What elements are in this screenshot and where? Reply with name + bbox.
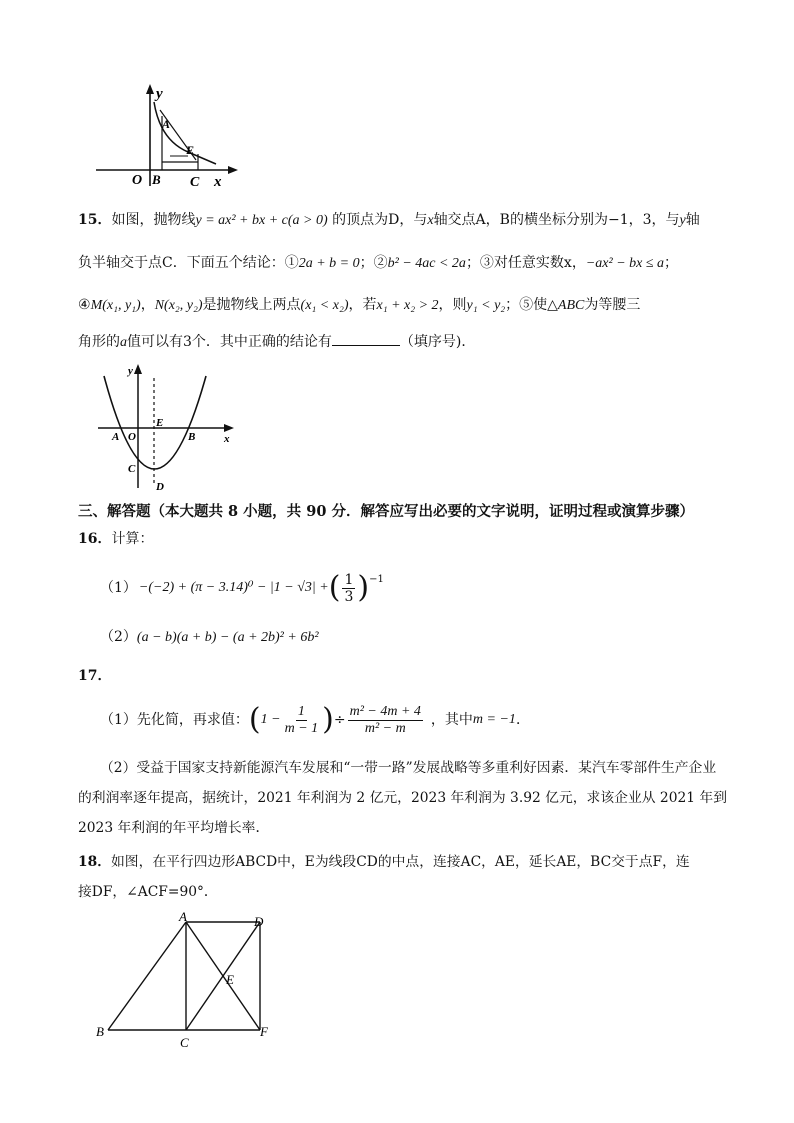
q15-figure	[92, 362, 238, 492]
q16-p2-label: （2）	[100, 629, 137, 645]
q15-var: y	[679, 213, 686, 228]
q18-label-e: E	[226, 972, 234, 987]
q15-text: 值可以有3个．其中正确的结论有	[127, 334, 332, 350]
q14-label-e: E	[186, 143, 195, 157]
q15-line-3	[78, 295, 640, 316]
q14-label-y: y	[156, 86, 163, 102]
q15-formula: −ax² − bx ≤ a	[585, 256, 665, 271]
q16-p1-paren-close: )	[357, 570, 370, 605]
q15-text: ；	[664, 255, 679, 271]
q17-p1-one: 1 −	[260, 712, 281, 727]
q18-label-c: C	[180, 1035, 189, 1050]
q15-text: 为等腰三	[584, 297, 641, 313]
q17-p2-line-1: （2）受益于国家支持新能源汽车发展和“一带一路”发展战略等多重利好因素．某汽车零部件生产企业	[100, 760, 717, 776]
q15-line-2	[78, 253, 678, 274]
q15-formula: 2a + b = 0	[298, 256, 360, 271]
q17-p2-line-3: 2023 年利润的年平均增长率．	[78, 820, 270, 836]
q16-p1-num: 1	[344, 571, 354, 588]
q15-text: 轴	[685, 212, 700, 228]
q15-formula: x₁ + x₂ > 2	[376, 298, 439, 313]
q15-text: 是抛物线上两点	[202, 297, 301, 313]
q14-label-o: O	[132, 173, 143, 188]
q15-fig-label-a: A	[112, 431, 120, 443]
q15-text: 的顶点为D，与	[332, 212, 428, 228]
q15-circle-5: ；⑤使	[505, 297, 548, 313]
q17-number: 17．	[78, 668, 112, 684]
q15-fig-label-o: O	[128, 431, 136, 443]
q16-header	[78, 529, 153, 549]
q16-p1-label: （1）	[100, 580, 137, 596]
q15-formula: b² − 4ac < 2a	[387, 256, 466, 271]
q18-text: 如图，在平行四边形ABCD中，E为线段CD的中点，连接AC，AE，延长AE，BC交于点F，连	[111, 854, 690, 870]
q15-formula: △ABC	[547, 298, 585, 313]
q15-number: 15．	[78, 212, 112, 228]
q15-var: x	[427, 213, 434, 228]
q16-p1-exponent: −1	[369, 574, 384, 585]
q16-p1-fraction	[342, 572, 355, 605]
q15-text: ，	[140, 297, 155, 313]
q16-p1-paren-open: (	[328, 570, 341, 605]
q15-text: 如图，抛物线	[111, 212, 196, 228]
q16-p1-den: 3	[344, 588, 354, 605]
q17-p1-end: ．	[515, 712, 530, 728]
q17-paren-close: )	[322, 702, 334, 737]
q15-answer-blank[interactable]	[332, 331, 400, 346]
q18-figure	[88, 912, 278, 1052]
q15-circle-2: ；②	[359, 255, 388, 271]
q17-den-1: m − 1	[284, 720, 319, 736]
q16-p1-expr: −(−2) + (π − 3.14)⁰ − |1 − √3| +	[138, 580, 329, 595]
q14-figure	[88, 80, 248, 192]
q18-line-2: 接DF，∠ACF=90°．	[78, 884, 218, 900]
q18-label-d: D	[254, 914, 264, 929]
q15-text: （填序号)．	[399, 334, 476, 350]
q15-circle-1: ①	[284, 255, 299, 271]
q15-text: ，则	[438, 297, 467, 313]
q17-fraction-1	[283, 704, 321, 737]
q15-circle-3: ；③对任意实数x，	[465, 255, 586, 271]
q17-p2-line-2: 的利润率逐年提高，据统计，2021 年利润为 2 亿元，2023 年利润为 3.92 亿元，求该企业从 2021 年到	[78, 790, 728, 806]
q18-label-b: B	[96, 1024, 104, 1039]
q15-text: 负半轴交于点C．下面五个结论：	[78, 255, 285, 271]
q15-line-4	[78, 331, 475, 353]
q15-formula: (x₁ < x₂)	[300, 298, 349, 313]
q15-circle-4: ④	[78, 297, 91, 313]
q15-fig-label-x: x	[224, 433, 230, 445]
q15-formula: N(x₂, y₂)	[154, 298, 203, 313]
q15-formula: M(x₁, y₁)	[90, 298, 141, 313]
q17-num-2: m² − 4m + 4	[349, 703, 421, 719]
q15-line-1	[78, 210, 700, 231]
q18-number: 18．	[78, 854, 111, 870]
q15-fig-label-b: B	[188, 431, 196, 443]
q15-fig-label-d: D	[156, 481, 164, 492]
q14-label-b: B	[152, 172, 161, 187]
q17-p1-label: （1）先化简，再求值：	[100, 712, 249, 728]
q16-p2-expr: (a − b)(a + b) − (a + 2b)² + 6b²	[136, 630, 319, 645]
q15-fig-label-e: E	[156, 417, 164, 429]
q17-p1-tail: ，其中	[430, 712, 473, 728]
section-3-heading: 三、解答题（本大题共 8 小题，共 90 分．解答应写出必要的文字说明，证明过程或演算步骤）	[78, 503, 694, 520]
q15-text: ，若	[348, 297, 377, 313]
q16-prompt: 计算：	[111, 531, 154, 547]
q14-label-x: x	[214, 174, 222, 190]
q14-label-a: A	[162, 117, 171, 131]
q16-part-2	[100, 627, 319, 648]
q16-part-1	[100, 570, 384, 606]
q15-formula: y₁ < y₂	[466, 298, 506, 313]
q17-fraction-2	[348, 704, 423, 737]
q17-den-2: m² − m	[364, 720, 406, 736]
q15-var: a	[120, 335, 127, 350]
q17-p1-value: m = −1	[472, 712, 516, 727]
q18-label-f: F	[260, 1024, 268, 1039]
q17-part-1	[100, 700, 530, 740]
q17-num-1: 1	[297, 703, 305, 719]
q17-paren-open: (	[248, 702, 261, 737]
q15-text: 轴交点A，B的横坐标分别为−1，3，与	[433, 212, 680, 228]
q15-text: 角形的	[78, 334, 120, 350]
q14-label-c: C	[190, 175, 200, 190]
q15-fig-label-y: y	[128, 365, 133, 377]
q18-line-1	[78, 852, 690, 872]
q18-label-a: A	[179, 912, 187, 924]
q16-number: 16．	[78, 531, 112, 547]
q15-fig-label-c: C	[128, 463, 136, 475]
q15-formula: y = ax² + bx + c(a > 0)	[195, 213, 328, 228]
q17-divide: ÷	[333, 712, 346, 728]
